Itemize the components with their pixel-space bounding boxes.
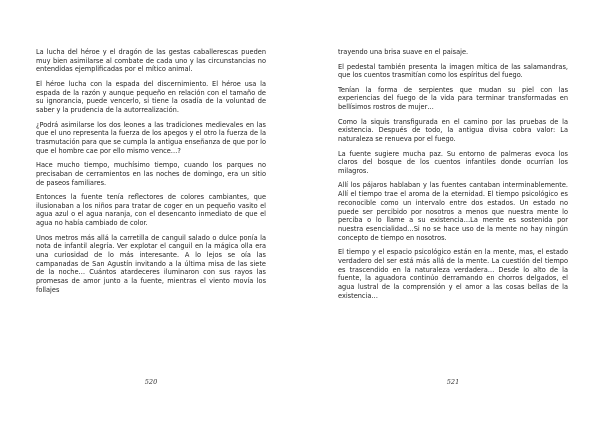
paragraph: ¿Podrá asimilarse los dos leones a las tradiciones medievales en las que el uno representa la fuerza de los apegos y el otro la fuerza de la trasmutación para que se cumpla la antigua enseñanza de que por lo que el hombre cae por ello mismo vence…? [36,120,266,155]
page-number-right: 521 [446,378,460,386]
paragraph: El pedestal también presenta la imagen mítica de las salamandras, que los cuentos trasmitían como los espíritus del fuego. [338,62,568,80]
paragraph: Tenían la forma de serpientes que mudan su piel con las experiencias del fuego de la vida para terminar transformadas en bellísimos rostros de mujer… [338,85,568,112]
right-page [338,48,568,306]
paragraph: Como la siquis transfigurada en el camino por las pruebas de la existencia. Después de todo, la antigua divisa cobra valor: La naturaleza se renueva por el fuego. [338,117,568,144]
paragraph: Unos metros más allá la carretilla de canguil salado o dulce ponía la nota de infantil alegría. Ver explotar el canguil en la mágica olla era una curiosidad de lo más interesante. A lo lejos se oía las campanadas de San Agustín invitando a la última misa de las siete de la noche… Cuántos atardeceres iluminaron con sus rayos las promesas de amor junto a la fuente, mientras el viento movía los follajes [36,233,266,294]
paragraph: El héroe lucha con la espada del discernimiento. El héroe usa la espada de la razón y aunque pequeño en relación con el tamaño de su ignorancia, puede vencerlo, si tiene la osadía de la voluntad de saber y la prudencia de la autorrealización. [36,79,266,115]
paragraph: Allí los pájaros hablaban y las fuentes cantaban interminablemente. Allí el tiempo trae el aroma de la eternidad. El tiempo psicológico es reconocible como un intervalo entre dos estados. Un estado no puede ser percibido por nosotros a menos que nuestra mente lo perciba o lo llame a su existencia…La mente es sostenida por nuestra esencialidad…Si no se hace uso de la mente no hay ningún concepto de tiempo en nosotros. [338,181,568,242]
paragraph: Hace mucho tiempo, muchísimo tiempo, cuando los parques no precisaban de cerramientos en las noches de domingo, era un sitio de paseos familiares. [36,161,266,187]
paragraph: La lucha del héroe y el dragón de las gestas caballerescas pueden muy bien asimilarse al combate de cada uno y las circunstancias no entendidas ejemplificadas por el mítico animal. [36,48,266,74]
paragraph: Entonces la fuente tenía reflectores de colores cambiantes, que ilusionaban a los niños para tratar de coger en un pequeño vasito el agua azul o el agua naranja, con el desencanto inmediato de que el agua no había cambiado de color. [36,193,266,228]
paragraph: El tiempo y el espacio psicológico están en la mente, mas, el estado verdadero del ser está más allá de la mente. La cuestión del tiempo es trascendido en la naturaleza verdadera… Desde lo alto de la fuente, la aguadora continúo derramando en chorros delgados, el agua lustral de la comprensión y el amor a las cosas bellas de la existencia… [338,248,568,300]
left-page [36,48,266,300]
paragraph: La fuente sugiere mucha paz. Su entorno de palmeras evoca los claros del bosque de los cuentos infantiles donde ocurrían los milagros. [338,149,568,175]
paragraph: trayendo una brisa suave en el paisaje. [338,48,469,56]
page-number-left: 520 [144,378,158,386]
